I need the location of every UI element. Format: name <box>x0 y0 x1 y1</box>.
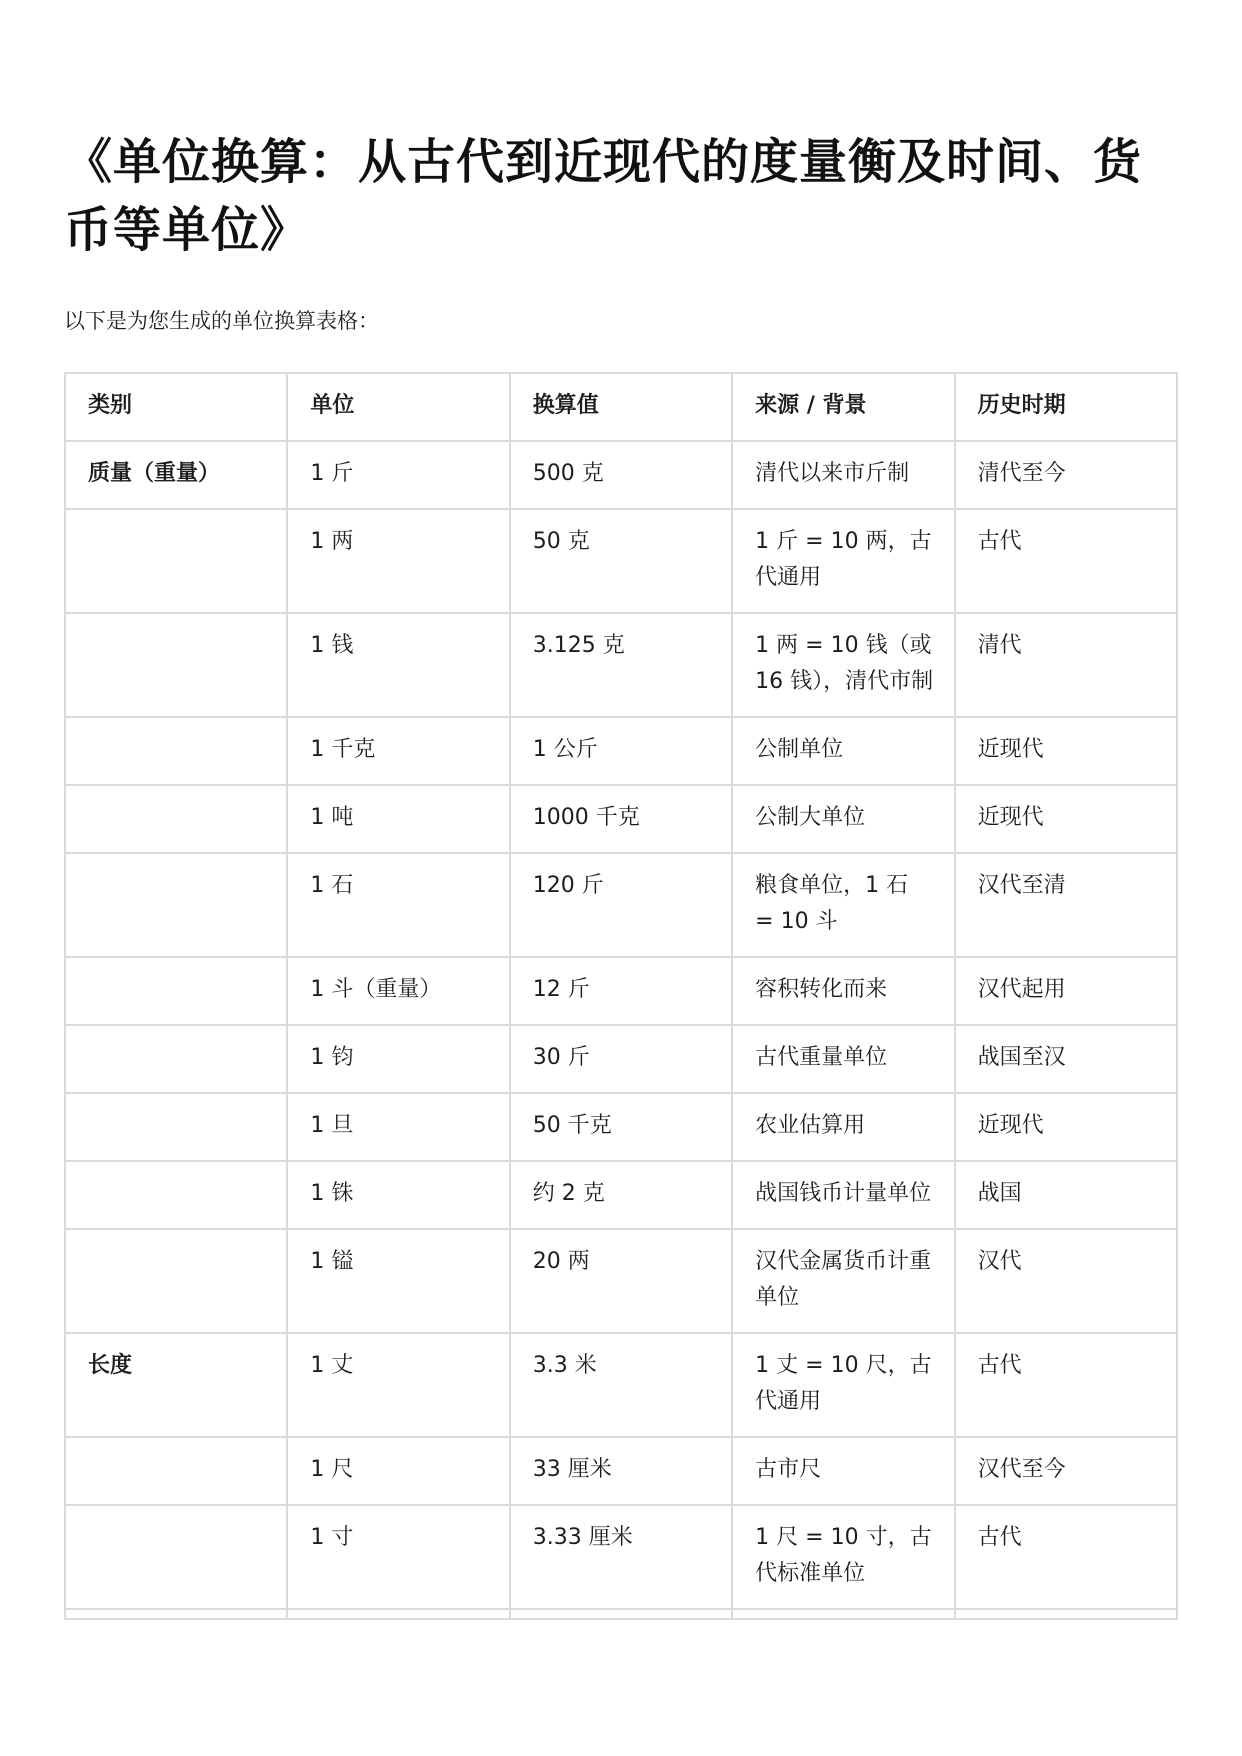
cell-value: 1 公斤 <box>511 718 733 786</box>
cell-category <box>66 1438 288 1506</box>
cell-category <box>66 718 288 786</box>
cell-period: 清代至今 <box>956 442 1178 510</box>
cell-category <box>66 1506 288 1610</box>
cell-source: 古市尺 <box>733 1438 955 1506</box>
table-row <box>66 1334 1178 1438</box>
cell-value: 20 两 <box>511 1230 733 1334</box>
header-source: 来源 / 背景 <box>733 374 955 442</box>
table-row <box>66 1162 1178 1230</box>
table-row <box>66 718 1178 786</box>
table-row <box>66 958 1178 1026</box>
cell-source: 公制单位 <box>733 718 955 786</box>
unit-conversion-table <box>64 372 1178 1620</box>
cell-value: 3.125 克 <box>511 614 733 718</box>
cell-value: 500 克 <box>511 442 733 510</box>
table-row <box>66 510 1178 614</box>
cell-unit: 1 钧 <box>288 1026 510 1094</box>
cell-source: 清代以来市斤制 <box>733 442 955 510</box>
cell-period: 汉代 <box>956 1230 1178 1334</box>
table-row <box>66 442 1178 510</box>
header-period: 历史时期 <box>956 374 1178 442</box>
table-body <box>66 442 1178 1620</box>
cell-unit: 1 铢 <box>288 1162 510 1230</box>
page-title: 《单位换算：从古代到近现代的度量衡及时间、货币等单位》 <box>64 134 1143 258</box>
cell-period: 汉代至今 <box>956 1438 1178 1506</box>
cell-value: 30 斤 <box>511 1026 733 1094</box>
table-row <box>66 614 1178 718</box>
cell-value: 50 千克 <box>511 1094 733 1162</box>
cell-period: 古代 <box>956 510 1178 614</box>
cell-unit: 1 千克 <box>288 718 510 786</box>
cell-unit: 1 斤 <box>288 442 510 510</box>
cell-unit: 1 吨 <box>288 786 510 854</box>
table-header-row <box>66 374 1178 442</box>
cell-category <box>66 1094 288 1162</box>
cell-value: 12 斤 <box>511 958 733 1026</box>
table-row-partial <box>66 1610 1178 1620</box>
cell-source: 1 尺 = 10 寸，古代标准单位 <box>733 1506 955 1610</box>
cell-period: 古代 <box>956 1334 1178 1438</box>
cell-unit: 1 旦 <box>288 1094 510 1162</box>
cell-source: 容积转化而来 <box>733 958 955 1026</box>
table-row <box>66 1438 1178 1506</box>
cell-unit: 1 尺 <box>288 1438 510 1506</box>
cell-unit: 1 丈 <box>288 1334 510 1438</box>
cell-period: 战国至汉 <box>956 1026 1178 1094</box>
cell-category <box>66 614 288 718</box>
cell-unit: 1 斗（重量） <box>288 958 510 1026</box>
cell-value: 3.3 米 <box>511 1334 733 1438</box>
table-row <box>66 786 1178 854</box>
cell-value: 3.33 厘米 <box>511 1506 733 1610</box>
cell-category <box>66 1230 288 1334</box>
table-row <box>66 1026 1178 1094</box>
cell-category <box>66 786 288 854</box>
cell-value: 50 克 <box>511 510 733 614</box>
empty-cell <box>733 1610 955 1620</box>
cell-period: 汉代起用 <box>956 958 1178 1026</box>
cell-period: 古代 <box>956 1506 1178 1610</box>
cell-value: 约 2 克 <box>511 1162 733 1230</box>
cell-category <box>66 854 288 958</box>
cell-source: 公制大单位 <box>733 786 955 854</box>
cell-source: 粮食单位，1 石 = 10 斗 <box>733 854 955 958</box>
table-row <box>66 854 1178 958</box>
cell-period: 近现代 <box>956 718 1178 786</box>
cell-source: 1 丈 = 10 尺，古代通用 <box>733 1334 955 1438</box>
cell-source: 汉代金属货币计重单位 <box>733 1230 955 1334</box>
table-row <box>66 1230 1178 1334</box>
cell-period: 汉代至清 <box>956 854 1178 958</box>
empty-cell <box>288 1610 510 1620</box>
header-unit: 单位 <box>288 374 510 442</box>
empty-cell <box>956 1610 1178 1620</box>
cell-period: 清代 <box>956 614 1178 718</box>
cell-category: 长度 <box>66 1334 288 1438</box>
intro-text: 以下是为您生成的单位换算表格： <box>64 309 379 333</box>
table-row <box>66 1094 1178 1162</box>
cell-unit: 1 钱 <box>288 614 510 718</box>
header-category: 类别 <box>66 374 288 442</box>
cell-unit: 1 两 <box>288 510 510 614</box>
cell-source: 1 两 = 10 钱（或 16 钱），清代市制 <box>733 614 955 718</box>
cell-unit: 1 石 <box>288 854 510 958</box>
cell-source: 1 斤 = 10 两，古代通用 <box>733 510 955 614</box>
cell-category: 质量（重量） <box>66 442 288 510</box>
cell-category <box>66 1026 288 1094</box>
cell-source: 战国钱币计量单位 <box>733 1162 955 1230</box>
document-page <box>64 128 1178 1620</box>
cell-category <box>66 1162 288 1230</box>
cell-value: 33 厘米 <box>511 1438 733 1506</box>
cell-period: 近现代 <box>956 1094 1178 1162</box>
empty-cell <box>511 1610 733 1620</box>
table-row <box>66 1506 1178 1610</box>
cell-unit: 1 镒 <box>288 1230 510 1334</box>
cell-source: 古代重量单位 <box>733 1026 955 1094</box>
cell-value: 1000 千克 <box>511 786 733 854</box>
cell-value: 120 斤 <box>511 854 733 958</box>
cell-period: 战国 <box>956 1162 1178 1230</box>
cell-source: 农业估算用 <box>733 1094 955 1162</box>
cell-category <box>66 510 288 614</box>
cell-period: 近现代 <box>956 786 1178 854</box>
cell-category <box>66 958 288 1026</box>
cell-unit: 1 寸 <box>288 1506 510 1610</box>
empty-cell <box>66 1610 288 1620</box>
header-value: 换算值 <box>511 374 733 442</box>
